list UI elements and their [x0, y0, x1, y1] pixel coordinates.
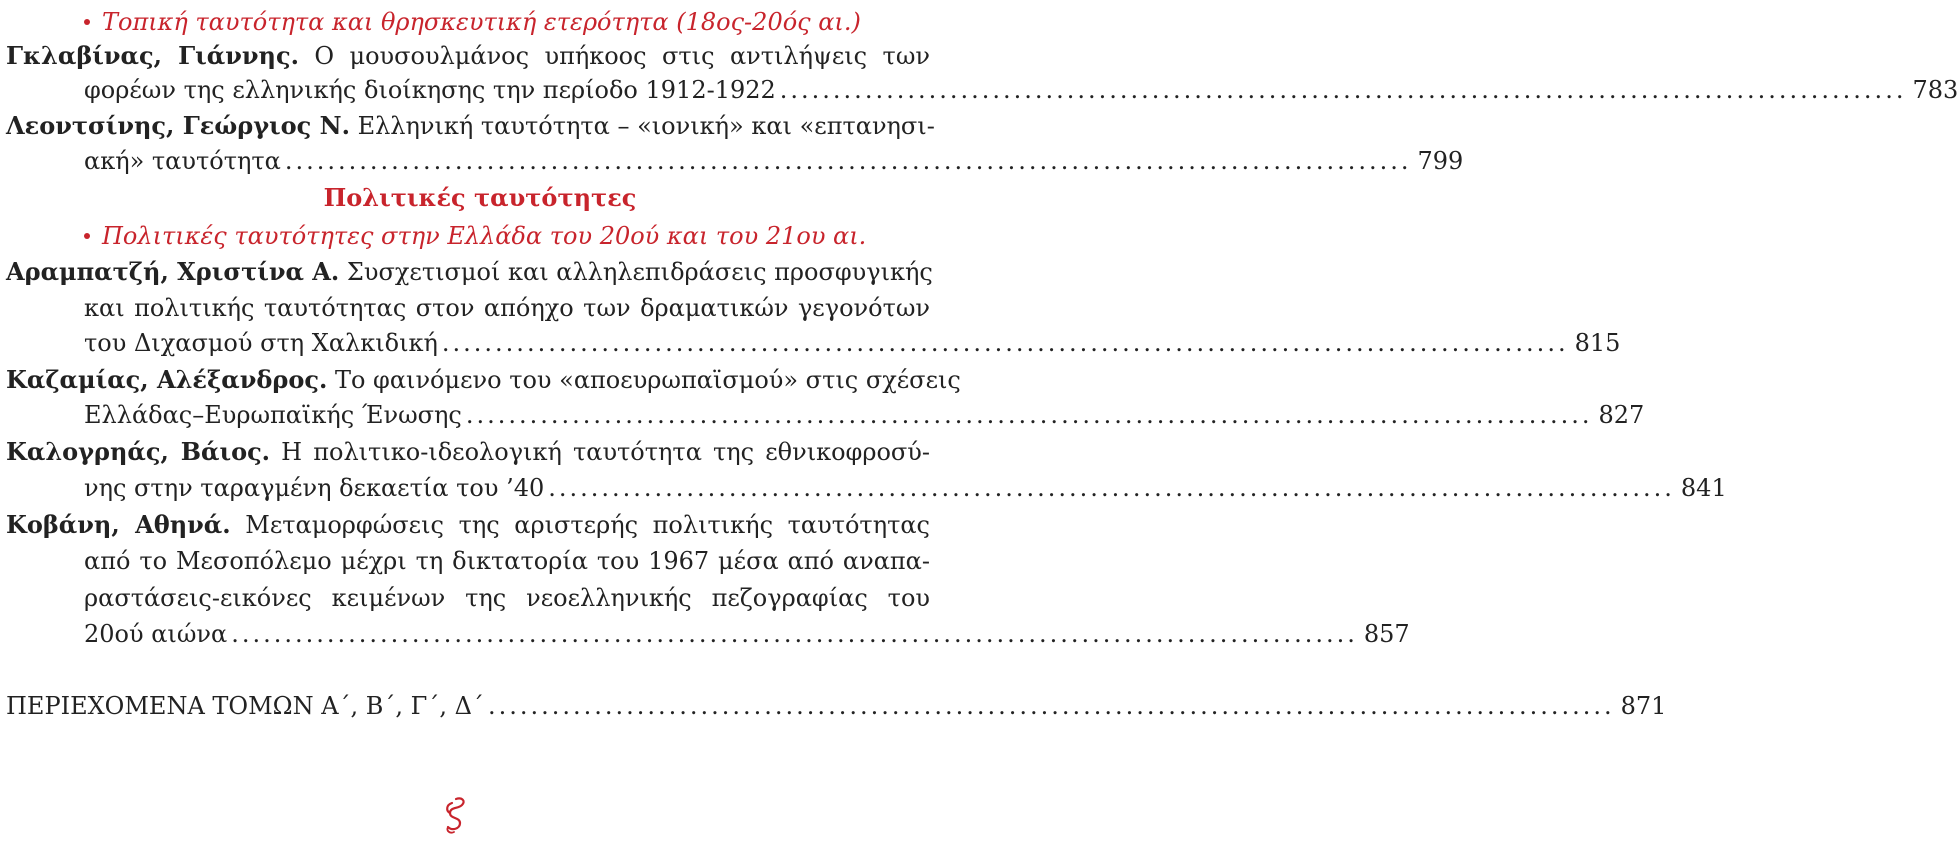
bullet-icon	[84, 233, 90, 239]
toc-entry-line: 20ού αιώνα .......................................................................................................... 857	[84, 616, 930, 652]
entry-author: Γκλαβίνας, Γιάννης.	[6, 41, 299, 70]
dot-leader: ..........................................................................................................	[441, 329, 1569, 357]
contents-entry: ΠΕΡΙΕΧΟΜΕΝΑ ΤΟΜΩΝ Α΄, Β΄, Γ΄, Δ΄ .......................................................................................................... 871	[6, 688, 930, 724]
toc-entry-line: από το Μεσοπόλεμο μέχρι τη δικτατορία του 1967 μέσα από αναπα-	[84, 547, 930, 575]
dot-leader: ..........................................................................................................	[284, 147, 1412, 175]
section-title: Πολιτικές ταυτότητες	[323, 183, 637, 212]
toc-entry-line: του Διχασμού στη Χαλκιδική .......................................................................................................... 815	[84, 325, 930, 361]
page-number: 841	[1680, 474, 1727, 502]
dot-leader: ..........................................................................................................	[548, 474, 1675, 502]
toc-entry-line: Ελλάδας–Ευρωπαϊκής Ένωσης .......................................................................................................... 827	[84, 397, 930, 433]
toc-entry-line: Καζαμίας, Αλέξανδρος. Το φαινόμενο του «αποευρωπαϊσμού» στις σχέσεις	[6, 365, 961, 394]
bullet-icon	[84, 19, 90, 25]
dot-leader: ..........................................................................................................	[465, 401, 1593, 429]
dot-leader: ..........................................................................................................	[487, 692, 1615, 720]
publisher-ornament-icon	[440, 795, 470, 835]
entry-author: Λεοντσίνης, Γεώργιος Ν.	[6, 111, 350, 140]
toc-entry-line: Γκλαβίνας, Γιάννης. Ο μουσουλμάνος υπήκοος στις αντιλήψεις των	[6, 41, 930, 70]
dot-leader: ..........................................................................................................	[231, 620, 1358, 648]
entry-author: Κοβάνη, Αθηνά.	[6, 510, 231, 539]
toc-entry-line: νης στην ταραγμένη δεκαετία του ’40 .......................................................................................................... 841	[84, 470, 930, 506]
entry-author: Καζαμίας, Αλέξανδρος.	[6, 365, 328, 394]
entry-author: Καλογρηάς, Βάιος.	[6, 437, 271, 466]
toc-entry-line: Καλογρηάς, Βάιος. Η πολιτικο-ιδεολογική ταυτότητα της εθνικοφροσύ-	[6, 437, 930, 466]
toc-entry-line: ακή» ταυτότητα .......................................................................................................... 799	[84, 143, 930, 179]
page-number: 799	[1417, 147, 1464, 175]
toc-entry-line: Αραμπατζή, Χριστίνα Α. Συσχετισμοί και αλληλεπιδράσεις προσφυγικής	[6, 257, 933, 286]
toc-entry-line: Κοβάνη, Αθηνά. Μεταμορφώσεις της αριστερής πολιτικής ταυτότητας	[6, 510, 931, 539]
toc-entry-line: ραστάσεις-εικόνες κειμένων της νεοελληνικής πεζογραφίας του	[84, 584, 930, 612]
page-number: 783	[1912, 76, 1958, 104]
page-number: 857	[1363, 620, 1410, 648]
toc-entry-line: Λεοντσίνης, Γεώργιος Ν. Ελληνική ταυτότητα – «ιονική» και «επτανησι-	[6, 111, 935, 140]
toc-entry-line: και πολιτικής ταυτότητας στον απόηχο των δραματικών γεγονότων	[84, 294, 930, 322]
page-number: 827	[1598, 401, 1645, 429]
page-number: 815	[1574, 329, 1621, 357]
page-number: 871	[1620, 692, 1667, 720]
dot-leader: ..........................................................................................................	[779, 76, 1907, 104]
entry-author: Αραμπατζή, Χριστίνα Α.	[6, 257, 340, 286]
subsection-heading: Πολιτικές ταυτότητες στην Ελλάδα του 20ού και του 21ου αι.	[84, 218, 960, 254]
subsection-heading: Τοπική ταυτότητα και θρησκευτική ετερότητα (18ος-20ός αι.)	[84, 4, 960, 40]
toc-entry-line: φορέων της ελληνικής διοίκησης την περίοδο 1912-1922 .......................................................................................................... 783	[84, 72, 930, 108]
